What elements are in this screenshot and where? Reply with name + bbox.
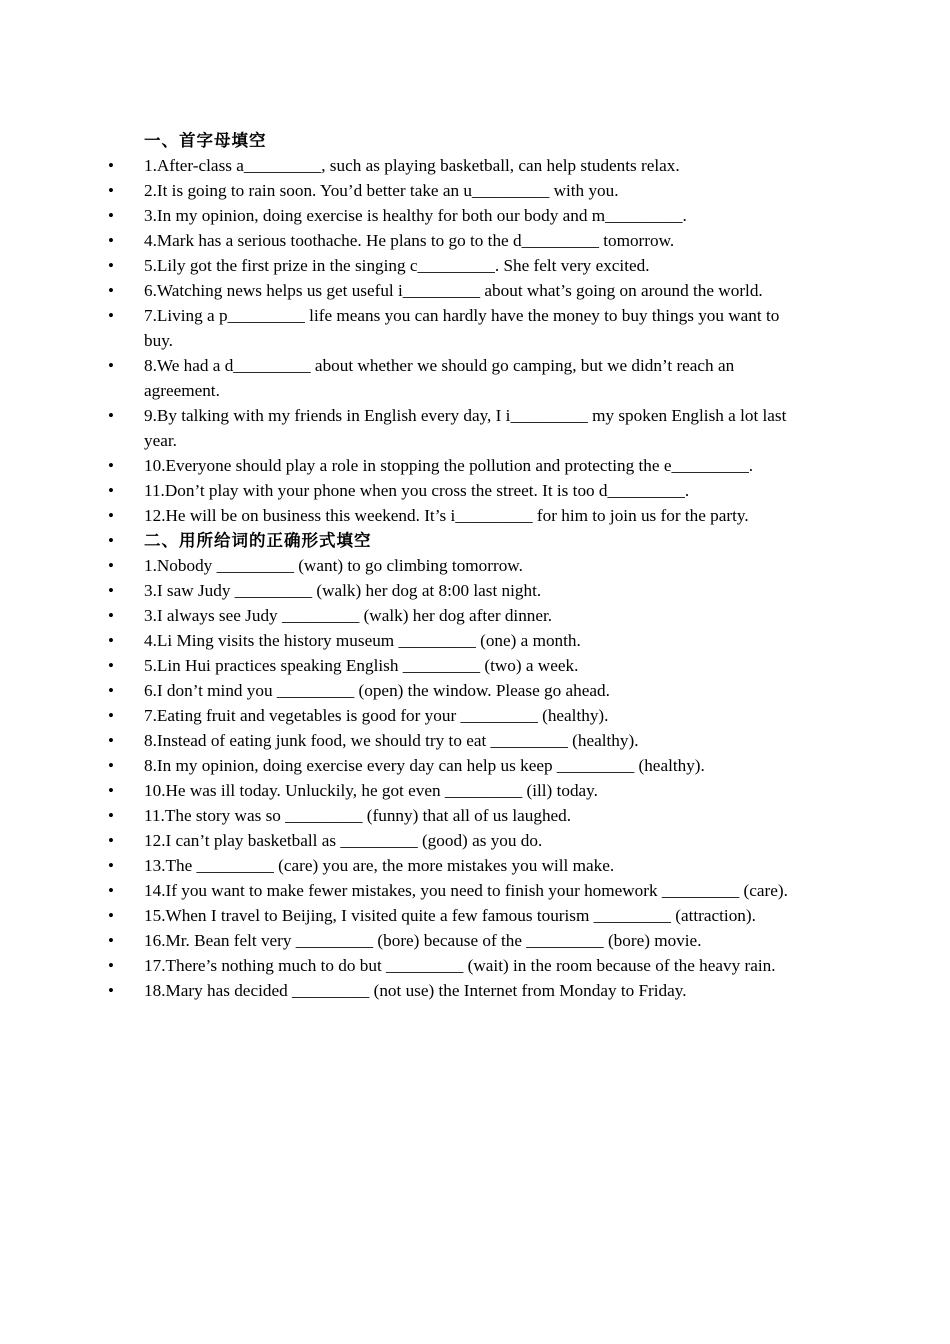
- list-item: • 10.He was ill today. Unluckily, he got even _________ (ill) today.: [0, 778, 806, 803]
- bullet: •: [108, 981, 114, 1000]
- list-item: • 8.In my opinion, doing exercise every day can help us keep _________ (healthy).: [0, 753, 806, 778]
- list-item: • 17.There’s nothing much to do but _________ (wait) in the room because of the heavy rain.: [0, 953, 806, 978]
- bullet: •: [108, 156, 114, 175]
- list-item: • 1.Nobody _________ (want) to go climbing tomorrow.: [0, 553, 806, 578]
- list-item: • 7.Eating fruit and vegetables is good for your _________ (healthy).: [0, 703, 806, 728]
- bullet: •: [108, 656, 114, 675]
- bullet: •: [108, 581, 114, 600]
- bullet: •: [108, 456, 114, 475]
- bullet: •: [108, 406, 114, 425]
- list-item: • 13.The _________ (care) you are, the more mistakes you will make.: [0, 853, 806, 878]
- list-item: • 9.By talking with my friends in English every day, I i_________ my spoken English a lot last year.: [0, 403, 806, 453]
- bullet: •: [108, 281, 114, 300]
- list-item: • 3.I saw Judy _________ (walk) her dog at 8:00 last night.: [0, 578, 806, 603]
- list-item: • 15.When I travel to Beijing, I visited quite a few famous tourism _________ (attraction).: [0, 903, 806, 928]
- bullet: •: [108, 931, 114, 950]
- section-title-word-forms: 二、用所给词的正确形式填空: [144, 531, 372, 550]
- bullet: •: [108, 181, 114, 200]
- section-title-initial-letter: 一、首字母填空: [144, 131, 267, 150]
- list-item: • 2.It is going to rain soon. You’d better take an u_________ with you.: [0, 178, 806, 203]
- list-item: • 4.Li Ming visits the history museum _________ (one) a month.: [0, 628, 806, 653]
- section-list-initial-letter: [0, 153, 950, 528]
- bullet: •: [108, 706, 114, 725]
- bullet: •: [108, 506, 114, 525]
- bullet: •: [108, 356, 114, 375]
- bullet: •: [108, 856, 114, 875]
- bullet: •: [108, 481, 114, 500]
- bullet: •: [108, 806, 114, 825]
- bullet: •: [108, 681, 114, 700]
- bullet: •: [108, 231, 114, 250]
- list-item: • 5.Lily got the first prize in the singing c_________. She felt very excited.: [0, 253, 806, 278]
- bullet: •: [108, 906, 114, 925]
- list-item: • 8.Instead of eating junk food, we should try to eat _________ (healthy).: [0, 728, 806, 753]
- list-item: • 3.I always see Judy _________ (walk) her dog after dinner.: [0, 603, 806, 628]
- section-header-word-forms: [0, 528, 950, 553]
- bullet: •: [108, 556, 114, 575]
- bullet: •: [108, 256, 114, 275]
- bullet: •: [108, 306, 114, 325]
- list-item: • 16.Mr. Bean felt very _________ (bore) because of the _________ (bore) movie.: [0, 928, 806, 953]
- list-item: • 3.In my opinion, doing exercise is healthy for both our body and m_________.: [0, 203, 806, 228]
- worksheet-page: [0, 128, 950, 1003]
- bullet: •: [108, 781, 114, 800]
- section-list-word-forms: [0, 553, 950, 1003]
- bullet: •: [108, 631, 114, 650]
- list-item: • 8.We had a d_________ about whether we should go camping, but we didn’t reach an agreement.: [0, 353, 806, 403]
- bullet: •: [108, 731, 114, 750]
- bullet: •: [108, 831, 114, 850]
- list-item: • 18.Mary has decided _________ (not use) the Internet from Monday to Friday.: [0, 978, 806, 1003]
- list-item: • 7.Living a p_________ life means you can hardly have the money to buy things you want to buy.: [0, 303, 806, 353]
- bullet: •: [108, 881, 114, 900]
- list-item: • 1.After-class a_________, such as playing basketball, can help students relax.: [0, 153, 806, 178]
- bullet: •: [108, 756, 114, 775]
- list-item: • 5.Lin Hui practices speaking English _________ (two) a week.: [0, 653, 806, 678]
- bullet: •: [108, 206, 114, 225]
- list-item: • 4.Mark has a serious toothache. He plans to go to the d_________ tomorrow.: [0, 228, 806, 253]
- bullet: •: [108, 531, 114, 550]
- list-item: • 6.Watching news helps us get useful i_________ about what’s going on around the world.: [0, 278, 806, 303]
- list-item: • 11.The story was so _________ (funny) that all of us laughed.: [0, 803, 806, 828]
- list-item: • 10.Everyone should play a role in stopping the pollution and protecting the e_________.: [0, 453, 806, 478]
- list-item: • 14.If you want to make fewer mistakes, you need to finish your homework _________ (care).: [0, 878, 806, 903]
- list-item: • 12.I can’t play basketball as _________ (good) as you do.: [0, 828, 806, 853]
- bullet: •: [108, 956, 114, 975]
- list-item: • 6.I don’t mind you _________ (open) the window. Please go ahead.: [0, 678, 806, 703]
- bullet: •: [108, 606, 114, 625]
- list-item: • 12.He will be on business this weekend. It’s i_________ for him to join us for the party.: [0, 503, 806, 528]
- list-item: • 11.Don’t play with your phone when you cross the street. It is too d_________.: [0, 478, 806, 503]
